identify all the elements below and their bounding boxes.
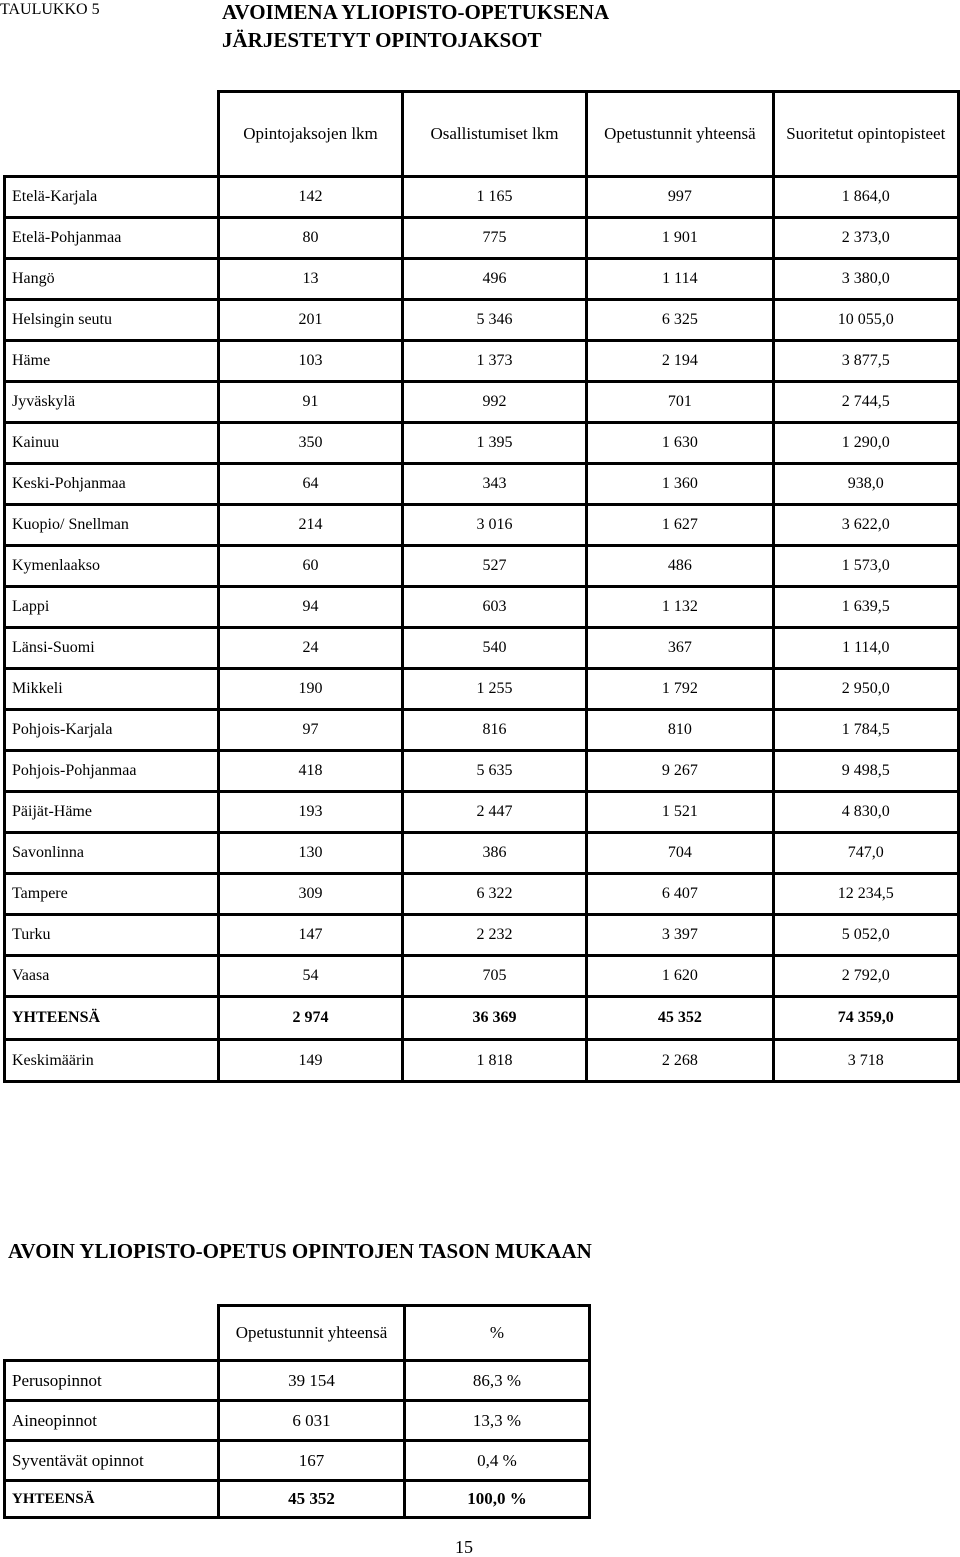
table-row <box>5 464 959 505</box>
table-cell: 97 <box>219 710 403 751</box>
table-cell: 5 346 <box>402 300 586 341</box>
table-cell: 3 016 <box>402 505 586 546</box>
region-name: Häme <box>5 341 219 382</box>
total-cell: 36 369 <box>402 997 586 1040</box>
region-name: Vaasa <box>5 956 219 997</box>
table-cell: 6 322 <box>402 874 586 915</box>
region-name: Mikkeli <box>5 669 219 710</box>
table-cell: 705 <box>402 956 586 997</box>
table-cell: 80 <box>219 218 403 259</box>
table-cell: 1 620 <box>587 956 773 997</box>
table-row <box>5 669 959 710</box>
table-cell: 1 255 <box>402 669 586 710</box>
table-cell: 486 <box>587 546 773 587</box>
table-cell: 12 234,5 <box>773 874 958 915</box>
table-cell: 540 <box>402 628 586 669</box>
table-cell: 39 154 <box>219 1361 405 1401</box>
level-row <box>5 1441 590 1481</box>
table-cell: 997 <box>587 177 773 218</box>
total-cell: 74 359,0 <box>773 997 958 1040</box>
region-name: Etelä-Pohjanmaa <box>5 218 219 259</box>
table-row <box>5 177 959 218</box>
table-cell: 1 627 <box>587 505 773 546</box>
table-row <box>5 915 959 956</box>
region-name: Savonlinna <box>5 833 219 874</box>
level-row <box>5 1401 590 1441</box>
table-cell: 386 <box>402 833 586 874</box>
table-cell: 54 <box>219 956 403 997</box>
table-cell: 142 <box>219 177 403 218</box>
table-cell: 309 <box>219 874 403 915</box>
table-cell: 193 <box>219 792 403 833</box>
total-cell: 2 974 <box>219 997 403 1040</box>
table-row <box>5 833 959 874</box>
region-name: Jyväskylä <box>5 382 219 423</box>
table-cell: 190 <box>219 669 403 710</box>
table-cell: 214 <box>219 505 403 546</box>
table-row <box>5 874 959 915</box>
table-cell: 816 <box>402 710 586 751</box>
total-row <box>5 997 959 1040</box>
region-name: Kuopio/ Snellman <box>5 505 219 546</box>
table-cell: 367 <box>587 628 773 669</box>
column-header: Opetustunnit yhteensä <box>219 1306 405 1361</box>
table-cell: 938,0 <box>773 464 958 505</box>
table-cell: 603 <box>402 587 586 628</box>
table-cell: 13,3 % <box>405 1401 590 1441</box>
table-row <box>5 587 959 628</box>
table-cell: 527 <box>402 546 586 587</box>
table-row <box>5 505 959 546</box>
page-number: 15 <box>455 1537 473 1557</box>
table-cell: 701 <box>587 382 773 423</box>
page-title-line-2: JÄRJESTETYT OPINTOJAKSOT <box>222 28 542 52</box>
column-header: Suoritetut opintopisteet <box>773 92 958 177</box>
table-cell: 775 <box>402 218 586 259</box>
level-name: Perusopinnot <box>5 1361 219 1401</box>
region-name: Pohjois-Karjala <box>5 710 219 751</box>
table-row <box>5 382 959 423</box>
section-title: AVOIN YLIOPISTO-OPETUS OPINTOJEN TASON MUKAAN <box>8 1239 592 1263</box>
table-cell: 1 792 <box>587 669 773 710</box>
level-header-row <box>5 1306 590 1361</box>
table-cell: 60 <box>219 546 403 587</box>
table-cell: 5 635 <box>402 751 586 792</box>
table-cell: 2 373,0 <box>773 218 958 259</box>
region-name: Etelä-Karjala <box>5 177 219 218</box>
level-total-row <box>5 1481 590 1518</box>
table-cell: 13 <box>219 259 403 300</box>
region-name: Turku <box>5 915 219 956</box>
table-row <box>5 423 959 464</box>
table-cell: 91 <box>219 382 403 423</box>
table-row <box>5 218 959 259</box>
column-header: Osallistumiset lkm <box>402 92 586 177</box>
table-cell: 5 052,0 <box>773 915 958 956</box>
table-cell: 6 325 <box>587 300 773 341</box>
table-cell: 1 639,5 <box>773 587 958 628</box>
table-row <box>5 259 959 300</box>
table-cell: 2 744,5 <box>773 382 958 423</box>
table-row <box>5 628 959 669</box>
total-label: YHTEENSÄ <box>5 997 219 1040</box>
region-name: Länsi-Suomi <box>5 628 219 669</box>
table-cell: 2 232 <box>402 915 586 956</box>
table-cell: 3 622,0 <box>773 505 958 546</box>
table-row <box>5 792 959 833</box>
table-cell: 1 630 <box>587 423 773 464</box>
table-cell: 1 165 <box>402 177 586 218</box>
table-cell: 94 <box>219 587 403 628</box>
table-cell: 86,3 % <box>405 1361 590 1401</box>
table-row <box>5 751 959 792</box>
average-cell: 3 718 <box>773 1040 958 1082</box>
region-name: Tampere <box>5 874 219 915</box>
table-cell: 1 132 <box>587 587 773 628</box>
average-label: Keskimäärin <box>5 1040 219 1082</box>
table-cell: 747,0 <box>773 833 958 874</box>
table-cell: 1 373 <box>402 341 586 382</box>
page-title-line-1: AVOIMENA YLIOPISTO-OPETUKSENA <box>222 0 610 24</box>
column-header: Opetustunnit yhteensä <box>587 92 773 177</box>
table-cell: 1 395 <box>402 423 586 464</box>
table-row <box>5 956 959 997</box>
table-cell: 167 <box>219 1441 405 1481</box>
region-name: Lappi <box>5 587 219 628</box>
header-blank-cell <box>5 92 219 177</box>
column-header: % <box>405 1306 590 1361</box>
table-cell: 4 830,0 <box>773 792 958 833</box>
table-cell: 1 573,0 <box>773 546 958 587</box>
table-cell: 1 290,0 <box>773 423 958 464</box>
table-cell: 0,4 % <box>405 1441 590 1481</box>
table-cell: 9 267 <box>587 751 773 792</box>
table-header-row <box>5 92 959 177</box>
table-cell: 1 360 <box>587 464 773 505</box>
table-cell: 2 792,0 <box>773 956 958 997</box>
table-cell: 1 114 <box>587 259 773 300</box>
course-table <box>3 90 960 1083</box>
level-name: Aineopinnot <box>5 1401 219 1441</box>
table-row <box>5 546 959 587</box>
table-row <box>5 300 959 341</box>
region-name: Pohjois-Pohjanmaa <box>5 751 219 792</box>
column-header: Opintojaksojen lkm <box>219 92 403 177</box>
table-cell: 9 498,5 <box>773 751 958 792</box>
table-cell: 3 380,0 <box>773 259 958 300</box>
table-cell: 24 <box>219 628 403 669</box>
table-cell: 3 877,5 <box>773 341 958 382</box>
table-cell: 704 <box>587 833 773 874</box>
table-cell: 1 784,5 <box>773 710 958 751</box>
table-cell: 2 447 <box>402 792 586 833</box>
table-cell: 64 <box>219 464 403 505</box>
table-number: TAULUKKO 5 <box>0 1 100 18</box>
table-cell: 343 <box>402 464 586 505</box>
table-cell: 1 521 <box>587 792 773 833</box>
table-cell: 201 <box>219 300 403 341</box>
table-cell: 2 194 <box>587 341 773 382</box>
region-name: Päijät-Häme <box>5 792 219 833</box>
table-row <box>5 341 959 382</box>
table-cell: 130 <box>219 833 403 874</box>
region-name: Kainuu <box>5 423 219 464</box>
table-cell: 2 950,0 <box>773 669 958 710</box>
level-row <box>5 1361 590 1401</box>
table-cell: 3 397 <box>587 915 773 956</box>
table-cell: 418 <box>219 751 403 792</box>
region-name: Keski-Pohjanmaa <box>5 464 219 505</box>
table-cell: 992 <box>402 382 586 423</box>
table-cell: 1 114,0 <box>773 628 958 669</box>
total-cell: 45 352 <box>587 997 773 1040</box>
table-cell: 6 407 <box>587 874 773 915</box>
region-name: Hangö <box>5 259 219 300</box>
level-table <box>3 1304 591 1519</box>
region-name: Helsingin seutu <box>5 300 219 341</box>
table-cell: 1 901 <box>587 218 773 259</box>
table-cell: 103 <box>219 341 403 382</box>
table-cell: 810 <box>587 710 773 751</box>
table-cell: 1 864,0 <box>773 177 958 218</box>
total-cell: 100,0 % <box>405 1481 590 1518</box>
region-name: Kymenlaakso <box>5 546 219 587</box>
average-cell: 2 268 <box>587 1040 773 1082</box>
table-cell: 6 031 <box>219 1401 405 1441</box>
average-cell: 1 818 <box>402 1040 586 1082</box>
table-cell: 350 <box>219 423 403 464</box>
total-cell: 45 352 <box>219 1481 405 1518</box>
total-label: YHTEENSÄ <box>5 1481 219 1518</box>
table-row <box>5 710 959 751</box>
table-cell: 147 <box>219 915 403 956</box>
average-cell: 149 <box>219 1040 403 1082</box>
table-cell: 496 <box>402 259 586 300</box>
level-name: Syventävät opinnot <box>5 1441 219 1481</box>
header-blank-cell <box>5 1306 219 1361</box>
average-row <box>5 1040 959 1082</box>
table-cell: 10 055,0 <box>773 300 958 341</box>
